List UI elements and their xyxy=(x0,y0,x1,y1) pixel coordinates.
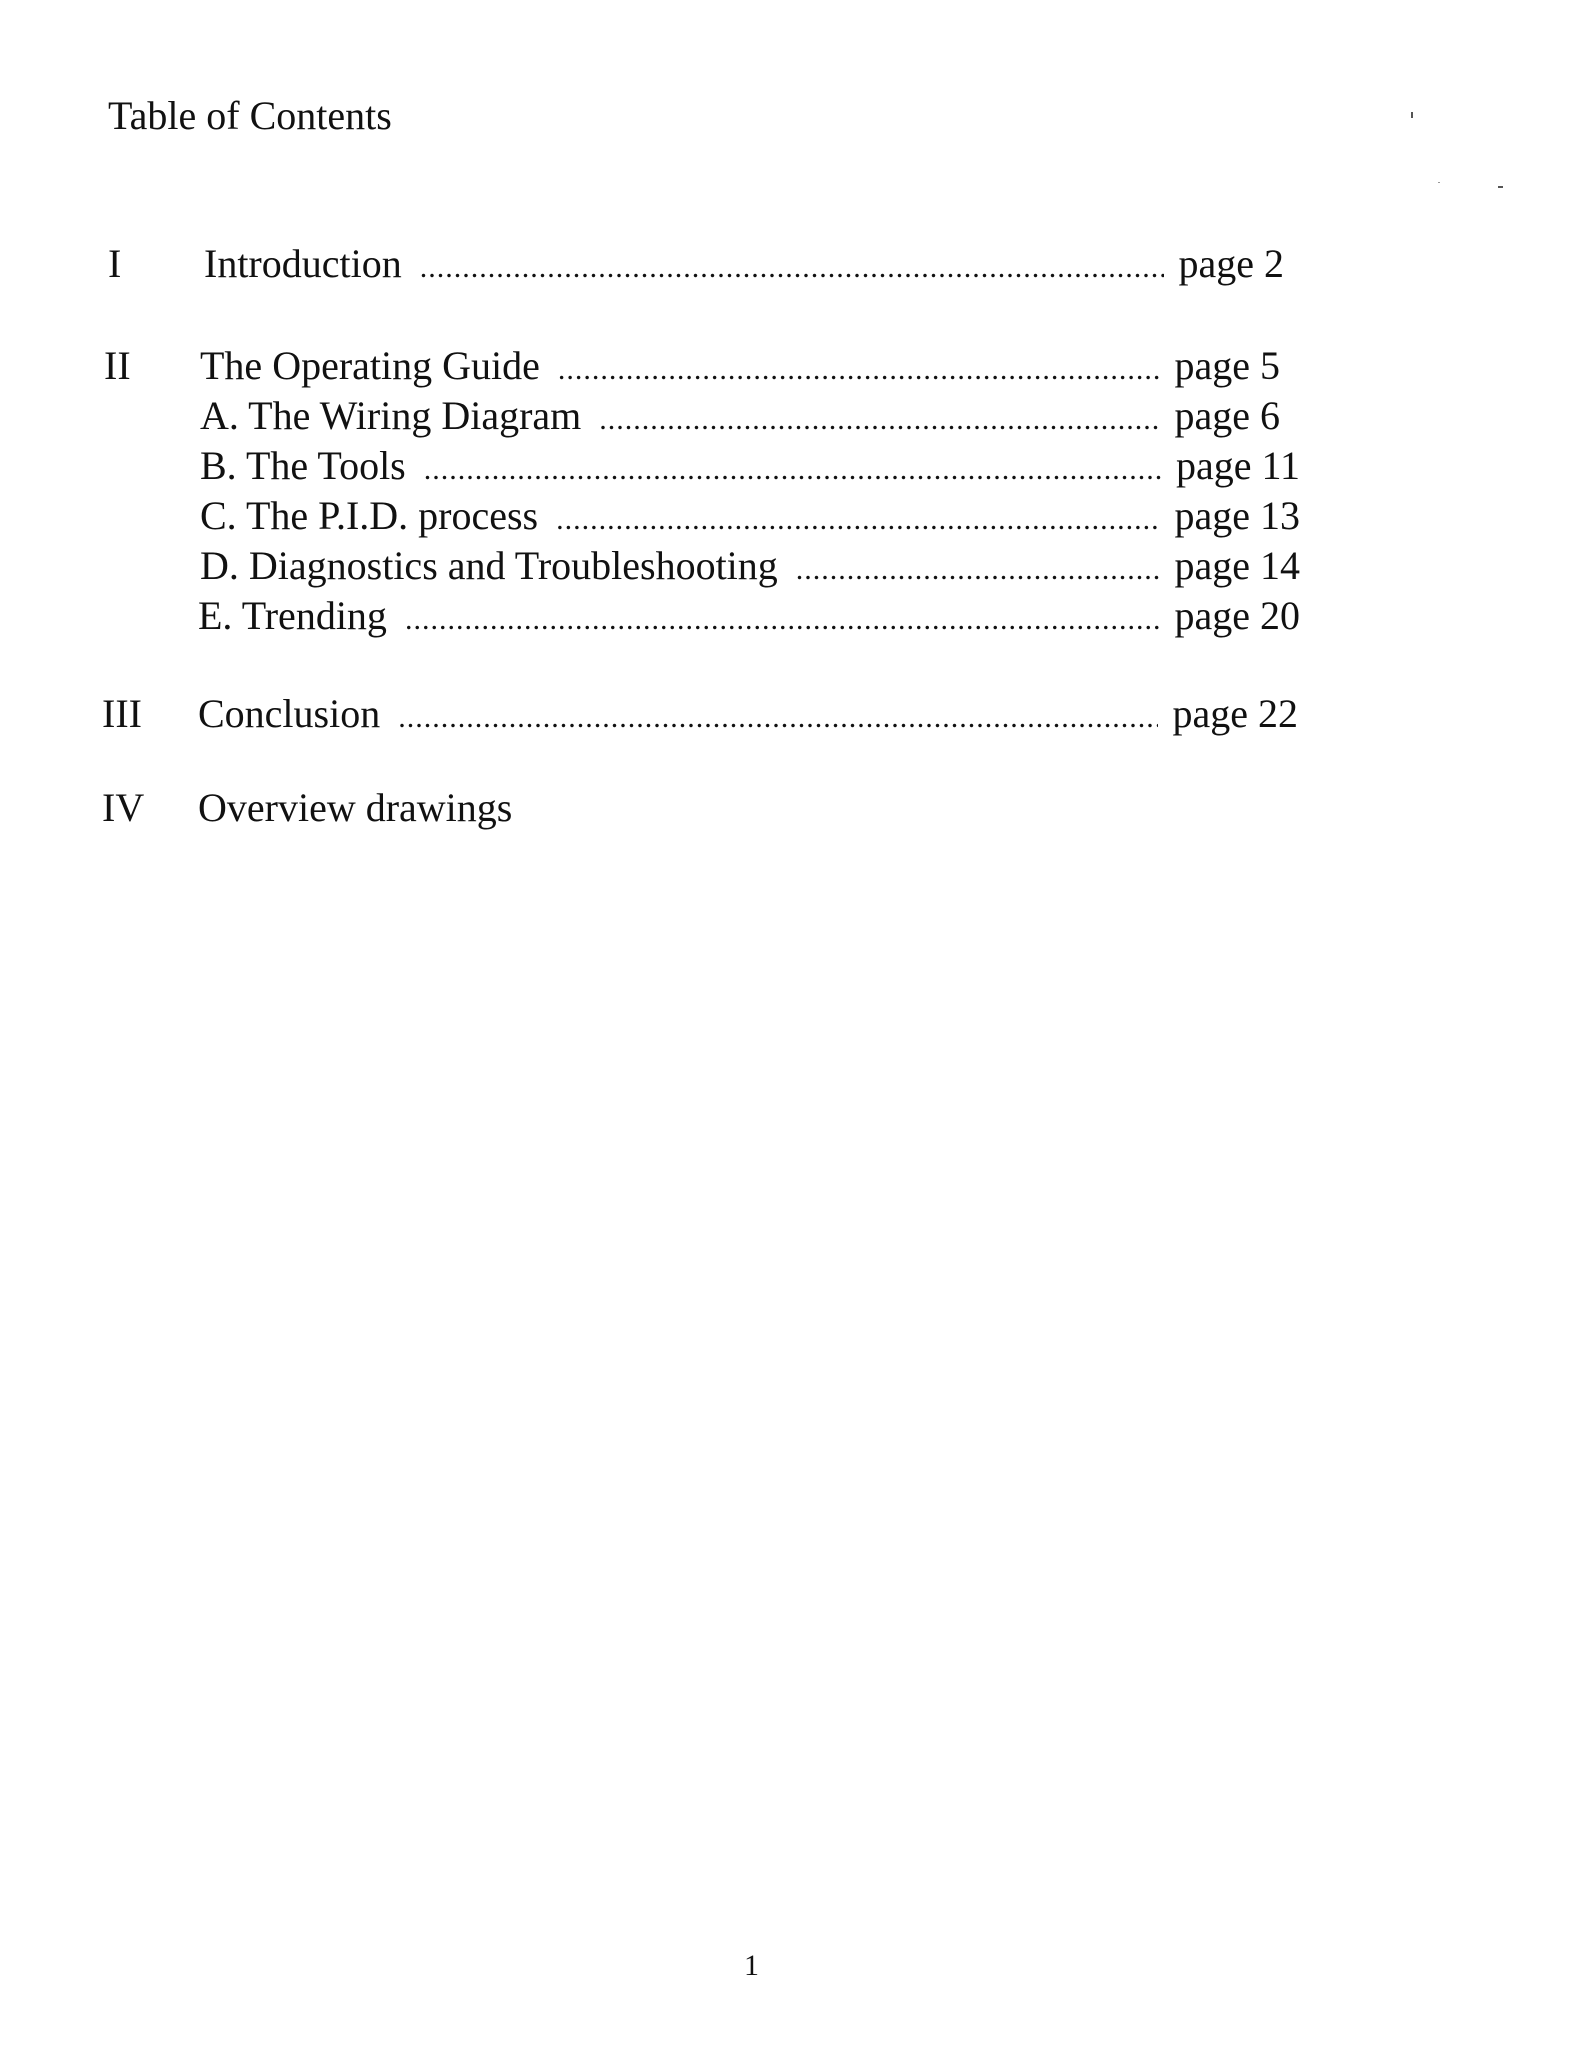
subsection-title: C. The P.I.D. process xyxy=(200,493,539,538)
toc-entry-line xyxy=(198,592,1300,644)
section-numeral: I xyxy=(108,241,122,286)
dot-leader xyxy=(556,496,1160,544)
section-title: Introduction xyxy=(204,241,402,286)
section-title: Conclusion xyxy=(198,691,381,736)
dot-leader xyxy=(424,446,1162,494)
section-page: page 13 xyxy=(1174,493,1300,538)
scan-speck xyxy=(1498,186,1503,188)
scan-speck xyxy=(1411,112,1413,118)
toc-entry-line xyxy=(204,240,1284,292)
toc-entry-conclusion xyxy=(102,690,1322,738)
section-numeral: III xyxy=(102,691,142,736)
subsection-title: B. The Tools xyxy=(200,443,406,488)
toc-entry-line xyxy=(198,784,512,832)
toc-subentry-diagnostics xyxy=(104,542,1324,590)
toc-entry-line xyxy=(200,342,1280,394)
section-page: page 22 xyxy=(1172,691,1298,736)
subsection-title: A. The Wiring Diagram xyxy=(200,393,582,438)
toc-entry-operating-guide xyxy=(104,342,1304,390)
toc-entry-line xyxy=(200,442,1300,494)
toc-title: Table of Contents xyxy=(108,93,392,138)
dot-leader xyxy=(405,596,1161,644)
toc-entry-line xyxy=(200,542,1300,594)
toc-entry-line xyxy=(198,690,1298,742)
toc-entry-introduction xyxy=(108,240,1288,288)
subsection-title: D. Diagnostics and Troubleshooting xyxy=(200,543,778,588)
toc-entry-line xyxy=(200,492,1300,544)
dot-leader xyxy=(398,694,1158,742)
section-page: page 6 xyxy=(1174,393,1280,438)
section-page: page 14 xyxy=(1174,543,1300,588)
dot-leader xyxy=(420,244,1165,292)
page-number: 1 xyxy=(744,1949,759,1982)
toc-subentry-trending xyxy=(104,592,1324,640)
scan-speck xyxy=(1438,182,1440,183)
section-title: The Operating Guide xyxy=(200,343,540,388)
section-page: page 11 xyxy=(1175,443,1300,488)
section-page: page 20 xyxy=(1174,593,1300,638)
section-page: page 5 xyxy=(1174,343,1280,388)
toc-subentry-tools xyxy=(104,442,1324,490)
toc-subentry-wiring-diagram xyxy=(104,392,1304,440)
dot-leader xyxy=(796,546,1161,594)
toc-entry-line xyxy=(200,392,1280,444)
section-numeral: IV xyxy=(102,785,145,830)
toc-subentry-pid-process xyxy=(104,492,1324,540)
dot-leader xyxy=(599,396,1160,444)
subsection-title: E. Trending xyxy=(198,593,387,638)
section-title: Overview drawings xyxy=(198,785,513,830)
section-numeral: II xyxy=(104,343,131,388)
section-page: page 2 xyxy=(1178,241,1284,286)
dot-leader xyxy=(558,346,1161,394)
toc-entry-overview-drawings xyxy=(102,784,802,832)
